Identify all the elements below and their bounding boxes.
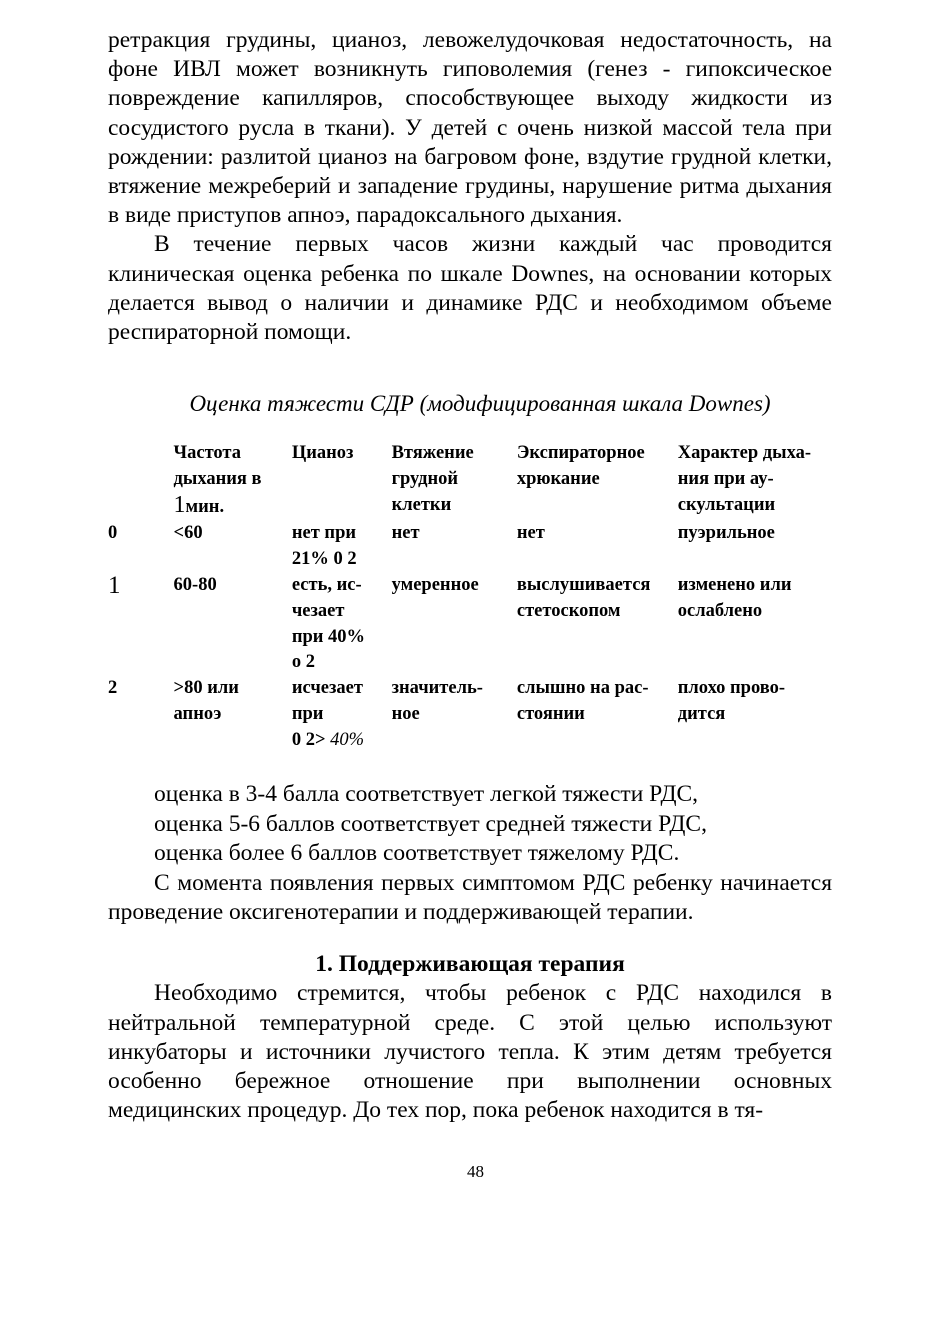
table-header-row — [108, 441, 832, 521]
table-row-score-0 — [108, 521, 832, 573]
header-cyanosis-label: Цианоз — [291, 443, 354, 464]
row1-ausc-line-2: ослаблено — [677, 600, 763, 621]
row2-retraction — [392, 676, 517, 754]
section-heading: 1. Поддерживающая терапия — [315, 951, 625, 978]
header-retraction — [392, 441, 517, 521]
row2-cyanosis — [292, 676, 392, 754]
row1-cyanosis-line-1: есть, ис- — [291, 574, 362, 595]
row2-rate-line-2: апноэ — [173, 704, 222, 725]
header-score-cell — [108, 441, 174, 521]
row1-grunting-line-1: выслушивается — [516, 574, 651, 595]
row0-rate: <60 — [173, 522, 203, 543]
header-grunting-line-2: хрюкание — [516, 469, 600, 490]
row2-retraction-line-2: ное — [391, 704, 420, 725]
row1-grunting-line-2: стетоскопом — [516, 600, 621, 621]
score-1 — [108, 573, 174, 677]
row1-cyanosis-line-3: при 40% — [291, 626, 366, 647]
row0-cyanosis-line-1: нет при — [291, 522, 357, 543]
row2-grunting-line-2: стоянии — [516, 704, 585, 725]
header-rate-unit: мин. — [185, 497, 225, 518]
summary-line: оценка 5-6 баллов соответствует средней тяжести РДС, — [154, 810, 707, 837]
score-interpretation-list — [108, 780, 832, 869]
row2-auscultation — [678, 676, 832, 754]
table-row-score-2 — [108, 676, 832, 754]
row1-ausc-line-1: изменено или — [677, 574, 792, 595]
row0-auscultation: пуэрильное — [677, 522, 775, 543]
header-ausc-line-2: ния при ау- — [677, 469, 774, 490]
row2-cyanosis-line-2: при — [291, 704, 324, 725]
header-cyanosis — [292, 441, 392, 521]
row2-cyanosis-o2: 0 2> — [291, 730, 326, 751]
score-2: 2 — [108, 678, 118, 699]
body-paragraph-3: С момента появления первых симптомом РДС ребенку начинается проведение оксигенотерапии и поддерживающей терапии. — [108, 869, 832, 926]
row0-retraction: нет — [391, 522, 420, 543]
header-rate-line-2: дыхания в — [173, 469, 262, 490]
row1-retraction: умеренное — [391, 574, 479, 595]
header-rate-number: 1 — [173, 492, 186, 519]
row2-ausc-line-2: дится — [677, 704, 726, 725]
row2-rate-line-1: >80 или — [173, 678, 239, 699]
score-1-value: 1 — [108, 571, 121, 599]
row2-grunting-line-1: слышно на рас- — [516, 678, 649, 699]
row2-cyanosis-line-1: исчезает — [291, 678, 363, 699]
row1-cyanosis-line-2: чезает — [291, 600, 345, 621]
document-page — [108, 26, 832, 1125]
header-ausc-line-1: Характер дыха- — [677, 443, 811, 464]
header-grunting-line-1: Экспираторное — [516, 443, 645, 464]
body-paragraph-2: В течение первых часов жизни каждый час проводится клиническая оценка ребенка по шкале Downes, на основании которых делается вывод о наличии и динамике РДС и необходимом объеме респираторной помощи. — [108, 231, 832, 346]
header-retraction-line-2: грудной — [391, 469, 459, 490]
row1-auscultation — [678, 573, 832, 677]
table-caption: Оценка тяжести СДР (модифицированная шкала Downes) — [189, 391, 771, 417]
row2-grunting — [517, 676, 678, 754]
header-retraction-line-3: клетки — [391, 495, 452, 516]
table-row-score-1 — [108, 573, 832, 677]
row1-grunting — [517, 573, 678, 677]
body-paragraph-4: Необходимо стремится, чтобы ребенок с РДС находился в нейтральной температурной среде. С этой целью используют инкубаторы и источники лучистого тепла. К этим детям требуется особенно бережное отношение при выполнении основных медицинских процедур. До тех пор, пока ребенок находится в тя- — [108, 980, 832, 1124]
row1-cyanosis — [292, 573, 392, 677]
row0-grunting: нет — [516, 522, 545, 543]
header-respiratory-rate — [174, 441, 292, 521]
summary-line: оценка в 3-4 балла соответствует легкой тяжести РДС, — [154, 781, 699, 808]
body-paragraph-1: ретракция грудины, цианоз, левожелудочковая недостаточность, на фоне ИВЛ может возникнуть гиповолемия (генез - гипоксическое повреждение капилляров, способствующее выходу жидкости из сосудистого русла в ткани). У детей с очень низкой массой тела при рождении: разлитой цианоз на багровом фоне, вздутие грудной клетки, втяжение межреберий и западение грудины, нарушение ритма дыхания в виде приступов апноэ, парадоксального дыхания. — [108, 27, 832, 229]
row2-cyanosis-line-3 — [292, 728, 388, 754]
header-rate-line-1: Частота — [173, 443, 241, 464]
header-retraction-line-1: Втяжение — [391, 443, 474, 464]
downes-scale-table — [108, 441, 832, 754]
header-rate-line-3 — [174, 493, 288, 521]
row2-ausc-line-1: плохо прово- — [677, 678, 786, 699]
header-grunting — [517, 441, 678, 521]
row2-retraction-line-1: значитель- — [391, 678, 483, 699]
summary-line: оценка более 6 баллов соответствует тяжелому РДС. — [154, 840, 680, 867]
score-0: 0 — [108, 522, 118, 543]
page-number: 48 — [467, 1162, 484, 1181]
header-ausc-line-3: скультации — [677, 495, 776, 516]
row1-rate: 60-80 — [173, 574, 217, 595]
row2-cyanosis-percent: 40% — [330, 730, 365, 751]
row0-cyanosis — [292, 521, 392, 573]
row2-rate — [174, 676, 292, 754]
row1-cyanosis-line-4: о 2 — [291, 652, 315, 673]
row0-cyanosis-line-2: 21% 0 2 — [291, 548, 357, 569]
header-auscultation — [678, 441, 832, 521]
